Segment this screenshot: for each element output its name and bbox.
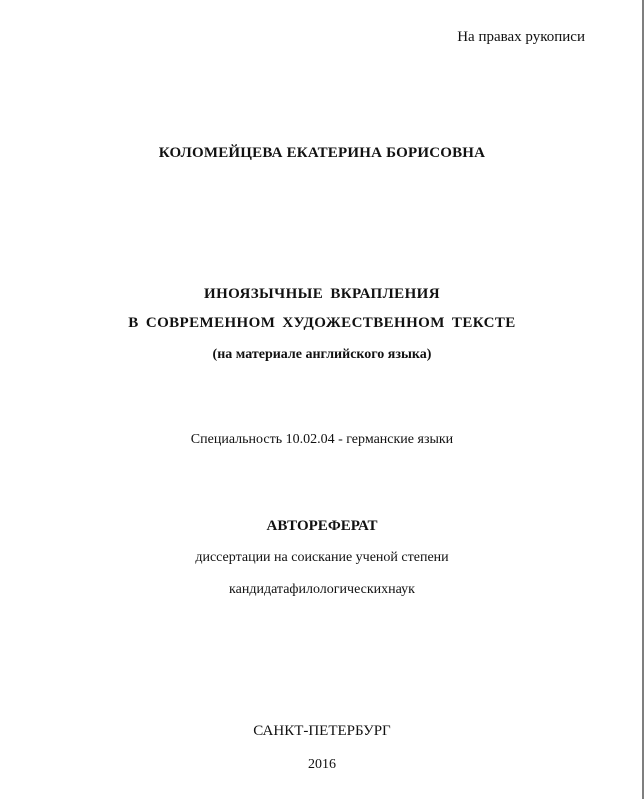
specialty-line: Специальность 10.02.04 - германские языки xyxy=(190,432,454,447)
dissertation-title-line-1: ИНОЯЗЫЧНЫЕ ВКРАПЛЕНИЯ xyxy=(204,286,440,302)
city-name: САНКТ-ПЕТЕРБУРГ xyxy=(253,723,391,739)
publication-year: 2016 xyxy=(308,757,336,772)
dissertation-title-line-2: В СОВРЕМЕННОМ ХУДОЖЕСТВЕННОМ ТЕКСТЕ xyxy=(128,315,516,331)
manuscript-rights-note: На правах рукописи xyxy=(457,29,585,45)
abstract-description-line-1: диссертации на соискание ученой степени xyxy=(195,550,449,565)
abstract-description-line-2: кандидатафилологическихнаук xyxy=(229,582,415,597)
abstract-heading: АВТОРЕФЕРАТ xyxy=(266,518,378,534)
dissertation-title-subtitle: (на материале английского языка) xyxy=(212,347,432,362)
author-name: КОЛОМЕЙЦЕВА ЕКАТЕРИНА БОРИСОВНА xyxy=(158,145,486,161)
